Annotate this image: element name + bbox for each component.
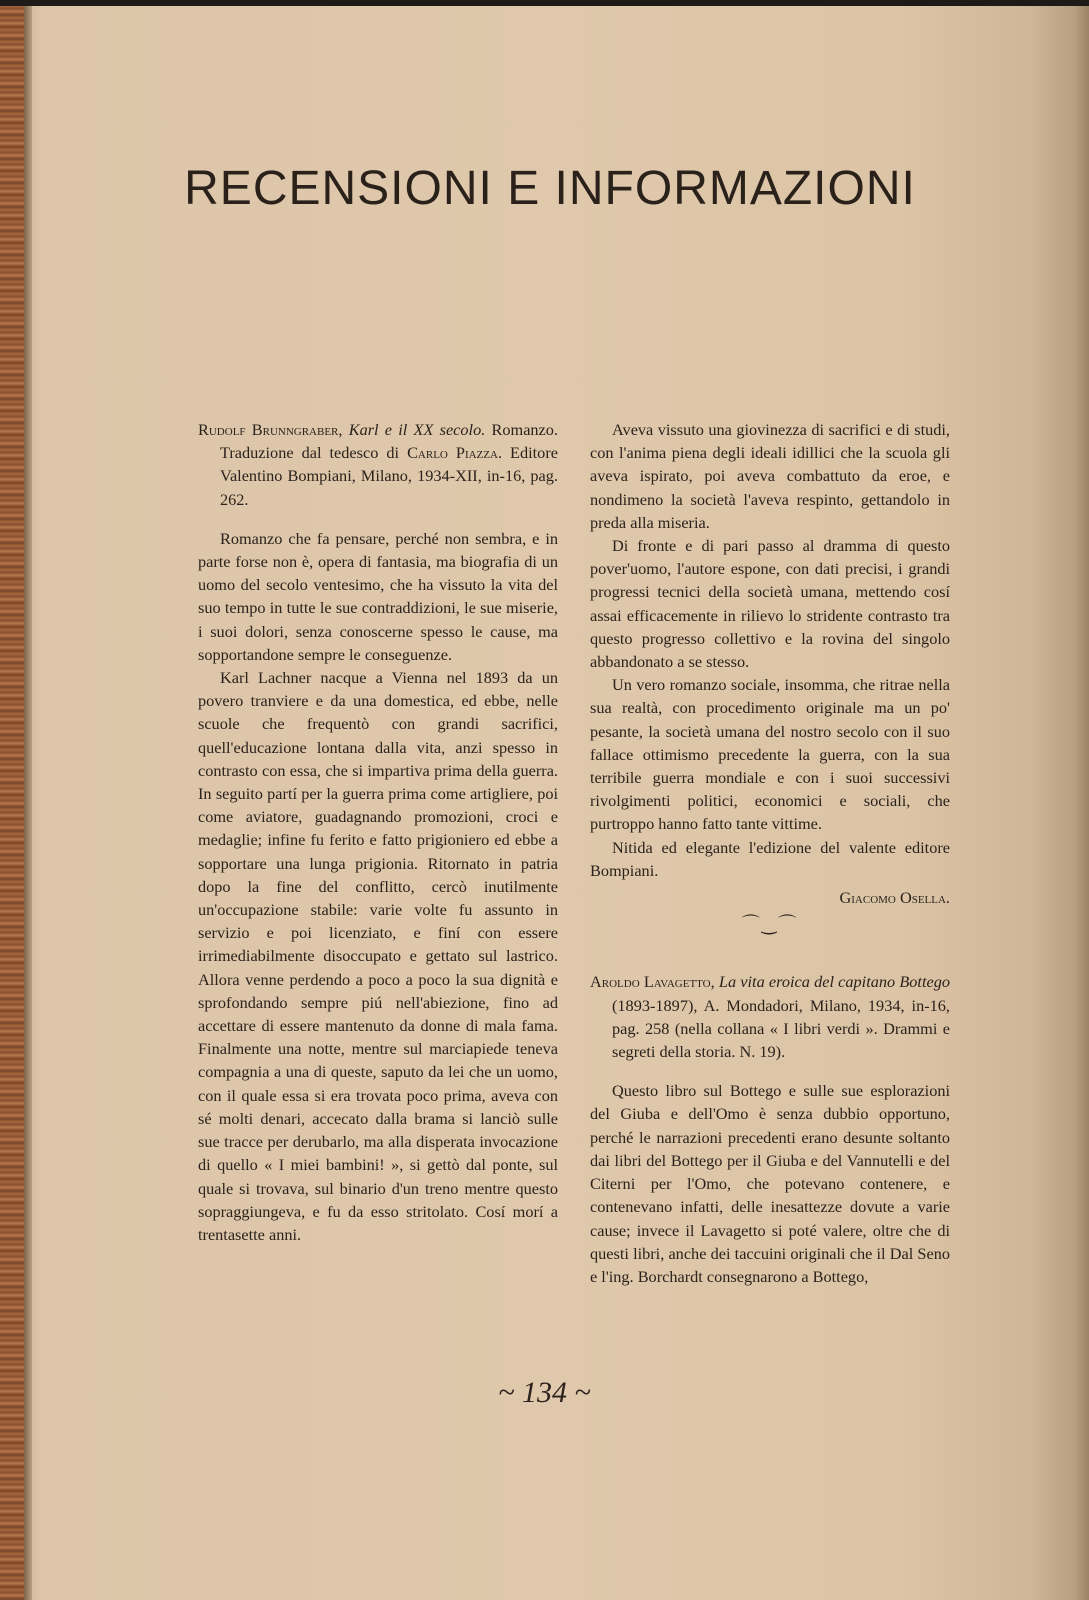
book-page xyxy=(0,6,1089,1600)
review1-paragraph: Di fronte e di pari passo al dramma di questo pover'uomo, l'autore espone, con dati precisi, i grandi progressi tecnici della società umana, mettendo cosí assai efficacemente in rilievo lo stridente contrasto tra questo progresso collettivo e la rovina del singolo abbandonato a se stesso. xyxy=(590,536,950,672)
left-column xyxy=(198,418,558,1246)
page-title: RECENSIONI E INFORMAZIONI xyxy=(184,162,916,215)
review1-paragraph: Nitida ed elegante l'edizione del valente editore Bompiani. xyxy=(590,837,950,880)
review2-book-title: La vita eroica del capitano Bottego xyxy=(718,972,950,992)
review2-details: (1893-1897), A. Mondadori, Milano, 1934, in-16, pag. 258 (nella collana « I libri verdi ». Drammi e segreti della storia. N. 19). xyxy=(612,995,950,1062)
review2-paragraph: Questo libro sul Bottego e sulle sue esplorazioni del Giuba e dell'Omo è senza dubbio opportuno, perché le narrazioni precedenti erano desunte soltanto dai libri del Bottego per il Giuba e del Vannutelli e del Citerni per l'Omo, che potevano contenere, e contenevano infatti, delle inesattezze dovute a varie cause; invece il Lavagetto si poté valere, oltre che di questi libri, anche dei taccuini originali che il Dal Seno e l'ing. Borchardt consegnarono a Bottego, xyxy=(590,1081,950,1286)
section-ornament: ⌒‿⌒ xyxy=(741,914,799,935)
review1-details-b: Editore Valentino Bompiani, Milano, 1934-XII, in-16, pag. 262. xyxy=(220,443,558,509)
review1-translator: Carlo Piazza. xyxy=(407,443,503,463)
review1-signature: Giacomo Osella. xyxy=(839,888,950,908)
review1-details-a: Romanzo. Traduzione dal tedesco di xyxy=(220,420,558,463)
review1-paragraph: Un vero romanzo sociale, insomma, che ritrae nella sua realtà, con procedimento originale ma un po' pesante, la società umana del nostro secolo con il suo fallace ottimismo precedente la guerra, con la sua terribile guerra mondiale e con i suoi successivi rivolgimenti politici, economici e sociali, che purtroppo hanno fatto tante vittime. xyxy=(590,675,950,834)
review1-paragraph: Aveva vissuto una giovinezza di sacrifici e di studi, con l'anima piena degli ideali idillici che la scuola gli aveva ispirato, poi aveva combattuto da eroe, e nondimeno la società l'aveva respinto, gettandolo in preda alla miseria. xyxy=(590,420,950,532)
page-number: ~ 134 ~ xyxy=(498,1376,591,1409)
review1-paragraph: Romanzo che fa pensare, perché non sembra, e in parte forse non è, opera di fantasia, ma biografia di un uomo del secolo ventesimo, che ha vissuto la vita del suo tempo in tutte le sue contraddizioni, le sue miserie, i suoi dolori, senza conoscerne spesso le cause, ma sopportandone sempre le conseguenze. xyxy=(198,528,558,664)
review2-author: Aroldo Lavagetto, xyxy=(590,972,715,992)
review1-book-title: Karl e il XX secolo. xyxy=(348,420,486,439)
review2-reference xyxy=(590,970,950,1063)
binding-shadow xyxy=(24,6,32,1600)
review1-paragraph: Karl Lachner nacque a Vienna nel 1893 da un povero tranviere e da una domestica, ed ebbe, nelle scuole che frequentò con grandi sacrifici, quell'educazione lontana dalla vita, anzi spesso in contrasto con essa, che si impartiva prima della guerra. In seguito partí per la guerra prima come artigliere, poi come aviatore, guadagnando promozioni, croci e medaglie; infine fu ferito e fatto prigioniero ed ebbe a sopportare una lunga prigionia. Ritornato in patria dopo la fine del conflitto, cercò inutilmente un'occupazione stabile: varie volte fu assunto in servizio e poi licenziato, e finí con essere irrimediabilmente disoccupato e gettato sul lastrico. Allora venne perdendo a poco a poco la sua dignità e sprofondando sempre piú nell'abiezione, fino ad accettare di essere mantenuto da donne di mala fama. Finalmente una notte, mentre sul marciapiede teneva compagnia a una di queste, saputo da lei che un uomo, con il quale essa si era trovata poco prima, aveva con sé molti denari, accecato dalla brama si lanciò sulle sue tracce per derubarlo, ma alla disperata invocazione di quello « I miei bambini! », si gettò dal ponte, sul quale si trovava, sul binario d'un treno mentre questo sopraggiungeva, e fu da esso stritolato. Cosí morí a trentasette anni. xyxy=(198,668,558,1244)
review1-reference xyxy=(198,418,558,511)
right-column xyxy=(590,418,950,1288)
review1-author: Rudolf Brunngraber, xyxy=(198,420,343,439)
book-binding xyxy=(0,6,24,1600)
